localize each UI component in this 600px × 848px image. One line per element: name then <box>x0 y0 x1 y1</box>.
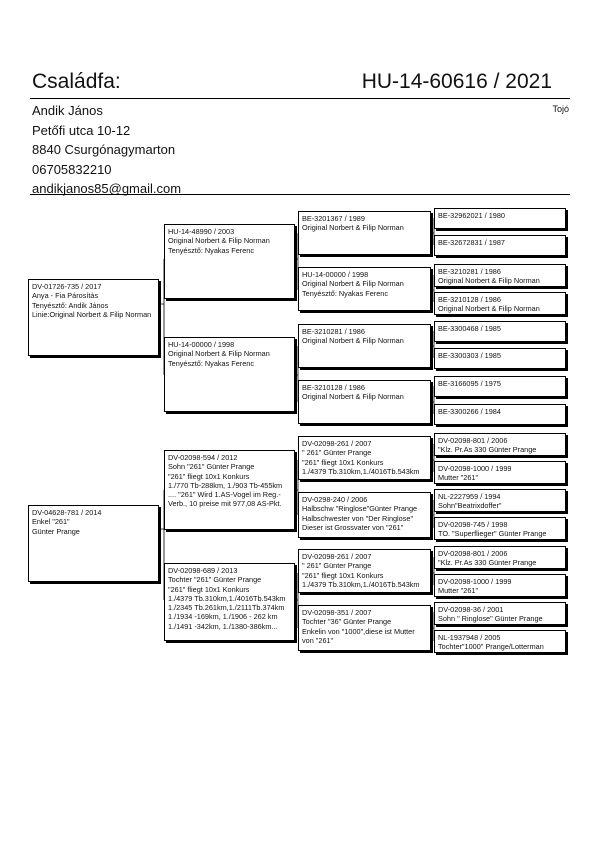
info-line: "Klz. Pr.As 330 Günter Prange <box>438 558 537 568</box>
pedigree-box-g4-10 <box>434 461 566 484</box>
info-line: Tenyésztő: Nyakas Ferenc <box>302 288 388 298</box>
info-line: 1./1491 -342km, 1./1380-386km... <box>168 621 278 631</box>
pedigree-box-ff <box>164 224 295 299</box>
info-line: .... "261" Wird 1.AS-Vogel im Reg.- <box>168 490 281 500</box>
info-line: 1./2345 Tb.261km,1./2111Tb.374km <box>168 603 285 613</box>
ring-label: DV-02098-36 / 2001 <box>438 605 504 614</box>
pedigree-box-g4-2 <box>434 235 566 256</box>
info-line: Tenyésztő: Nyakas Ferenc <box>168 358 254 368</box>
pedigree-box-g4-6 <box>434 348 566 369</box>
ring-number: HU-14-60616 / 2021 <box>361 70 552 93</box>
info-line: Tenyésztő: Nyakas Ferenc <box>168 245 254 255</box>
info-line: Original Norbert & Filip Norman <box>168 349 270 359</box>
info-line: Anya - Fia Párosítás <box>32 291 99 301</box>
ring-label: BE-3300266 / 1984 <box>438 407 501 416</box>
pedigree-box-mmf <box>298 549 431 593</box>
info-line: TO. "Superflieger" Günter Prange <box>438 529 547 539</box>
pedigree-box-g4-8 <box>434 404 566 425</box>
ring-label: DV-02098-1000 / 1999 <box>438 577 512 586</box>
info-line: Original Norbert & Filip Norman <box>302 279 404 289</box>
info-line: Original Norbert & Filip Norman <box>302 392 404 402</box>
pedigree-box-mfm <box>298 492 431 538</box>
info-line: Enkel "261" <box>32 517 70 527</box>
page-title: Családfa: <box>32 70 121 93</box>
info-line: Mutter "261" <box>438 473 479 483</box>
owner-street: Petőfi utca 10-12 <box>32 122 131 138</box>
pedigree-box-g4-1 <box>434 208 566 229</box>
owner-name: Andik János <box>32 103 103 118</box>
ring-label: HU-14-00000 / 1998 <box>302 270 369 279</box>
info-line: 1./4379 Tb.310km,1./4016Tb.543km <box>302 579 420 589</box>
pedigree-box-mf <box>164 450 295 530</box>
ring-label: DV-02098-261 / 2007 <box>302 439 372 448</box>
info-line: Sohn "261" Günter Prange <box>168 462 255 472</box>
info-line: Sohn " Ringlose" Günter Prange <box>438 614 543 624</box>
info-line: "Klz. Pr.As 330 Günter Prange <box>438 445 537 455</box>
pedigree-box-g4-12 <box>434 517 566 540</box>
owner-city: 8840 Csurgónagymarton <box>32 142 176 157</box>
pedigree-box-g4-7 <box>434 376 566 397</box>
ring-label: BE-3166095 / 1975 <box>438 379 501 388</box>
info-line: 1./770 Tb-288km, 1./903 Tb-455km <box>168 480 283 490</box>
ring-label: BE-32962021 / 1980 <box>438 211 505 220</box>
pedigree-box-g4-13 <box>434 546 566 569</box>
pedigree-box-mm <box>164 563 295 641</box>
info-line: "261" fliegt 10x1 Konkurs <box>302 570 384 580</box>
pedigree-box-mother <box>28 505 159 582</box>
info-line: "261" fliegt 10x1 Konkurs <box>302 457 384 467</box>
info-line: Tochter "36" Günter Prange <box>302 617 392 627</box>
pedigree-box-g4-5 <box>434 321 566 342</box>
ring-label: DV-02098-801 / 2006 <box>438 549 508 558</box>
sex-label: Tojó <box>552 104 569 114</box>
ring-label: NL-1937948 / 2005 <box>438 633 501 642</box>
info-line: " 261" Günter Prange <box>302 448 372 458</box>
owner-phone: 06705832210 <box>32 161 112 177</box>
info-line: Original Norbert & Filip Norman <box>438 304 540 314</box>
info-line: Halbschwester von "Der Ringlose" <box>302 513 414 523</box>
pedigree-box-g4-11 <box>434 489 566 512</box>
info-line: Tenyésztő: Andik János <box>32 300 109 310</box>
info-line: 1./1934 -169km, 1./1906 - 262 km <box>168 612 278 622</box>
info-line: Verb., 10 preise mit 977,08 AS-Pkt. <box>168 499 282 509</box>
ring-label: DV-02098-351 / 2007 <box>302 608 372 617</box>
pedigree-box-g4-9 <box>434 433 566 456</box>
ring-label: BE-3201367 / 1989 <box>302 214 365 223</box>
info-line: "261" fliegt 10x1 Konkurs <box>168 584 250 594</box>
info-line: " 261" Günter Prange <box>302 561 372 571</box>
pedigree-box-fm <box>164 337 295 412</box>
info-line: 1./4379 Tb.310km,1./4016Tb.543km <box>168 593 286 603</box>
ring-label: DV-02098-689 / 2013 <box>168 566 238 575</box>
pedigree-box-father <box>28 279 159 356</box>
info-line: Original Norbert & Filip Norman <box>302 223 404 233</box>
info-line: Original Norbert & Filip Norman <box>168 236 270 246</box>
ring-label: BE-3210128 / 1986 <box>438 295 501 304</box>
ring-label: DV-04628-781 / 2014 <box>32 508 102 517</box>
pedigree-box-mmm <box>298 605 431 651</box>
pedigree-box-g4-16 <box>434 630 566 653</box>
info-line: "261" fliegt 10x1 Konkurs <box>168 471 250 481</box>
pedigree-box-g4-15 <box>434 602 566 625</box>
ring-label: DV-0298-240 / 2006 <box>302 495 368 504</box>
info-line: 1./4379 Tb.310km,1./4016Tb.543km <box>302 466 420 476</box>
info-line: Tochter"1000" Prange/Lotterman <box>438 642 544 652</box>
ring-label: DV-02098-801 / 2006 <box>438 436 508 445</box>
info-line: von "261" <box>302 635 334 645</box>
ring-label: DV-02098-1000 / 1999 <box>438 464 512 473</box>
info-line: Original Norbert & Filip Norman <box>438 276 540 286</box>
ring-label: BE-3300468 / 1985 <box>438 324 501 333</box>
ring-label: BE-3210281 / 1986 <box>302 327 365 336</box>
ring-label: BE-3210128 / 1986 <box>302 383 365 392</box>
owner-email: andikjanos85@gmail.com <box>32 181 182 196</box>
pedigree-box-g4-4 <box>434 292 566 315</box>
ring-label: HU-14-00000 / 1998 <box>168 340 235 349</box>
pedigree-box-g4-14 <box>434 574 566 597</box>
info-line: Günter Prange <box>32 526 80 536</box>
info-line: Dieser ist Grossvater von "261" <box>302 522 404 532</box>
pedigree-box-mff <box>298 436 431 480</box>
info-line: Linie:Original Norbert & Filip Norman <box>32 309 152 319</box>
ring-label: NL-2227959 / 1994 <box>438 492 501 501</box>
pedigree-box-fmm <box>298 380 431 424</box>
ring-label: DV-02098-594 / 2012 <box>168 453 238 462</box>
ring-label: DV-02098-745 / 1998 <box>438 520 508 529</box>
pedigree-box-fff <box>298 211 431 255</box>
ring-label: BE-3300303 / 1985 <box>438 351 501 360</box>
ring-label: DV-02098-261 / 2007 <box>302 552 372 561</box>
ring-label: BE-3210281 / 1986 <box>438 267 501 276</box>
pedigree-box-ffm <box>298 267 431 311</box>
info-line: Sohn"Beatrixdoffer" <box>438 501 502 511</box>
ring-label: BE-32672831 / 1987 <box>438 238 505 247</box>
ring-label: DV-01726-735 / 2017 <box>32 282 102 291</box>
pedigree-box-g4-3 <box>434 264 566 287</box>
info-line: Tochter "261" Günter Prange <box>168 575 262 585</box>
ring-label: HU-14-48990 / 2003 <box>168 227 235 236</box>
pedigree-box-fmf <box>298 324 431 368</box>
info-line: Enkelin von "1000",diese ist Mutter <box>302 626 415 636</box>
info-line: Mutter "261" <box>438 586 479 596</box>
info-line: Original Norbert & Filip Norman <box>302 336 404 346</box>
info-line: Halbschw "Ringlose"Günter Prange <box>302 504 418 514</box>
